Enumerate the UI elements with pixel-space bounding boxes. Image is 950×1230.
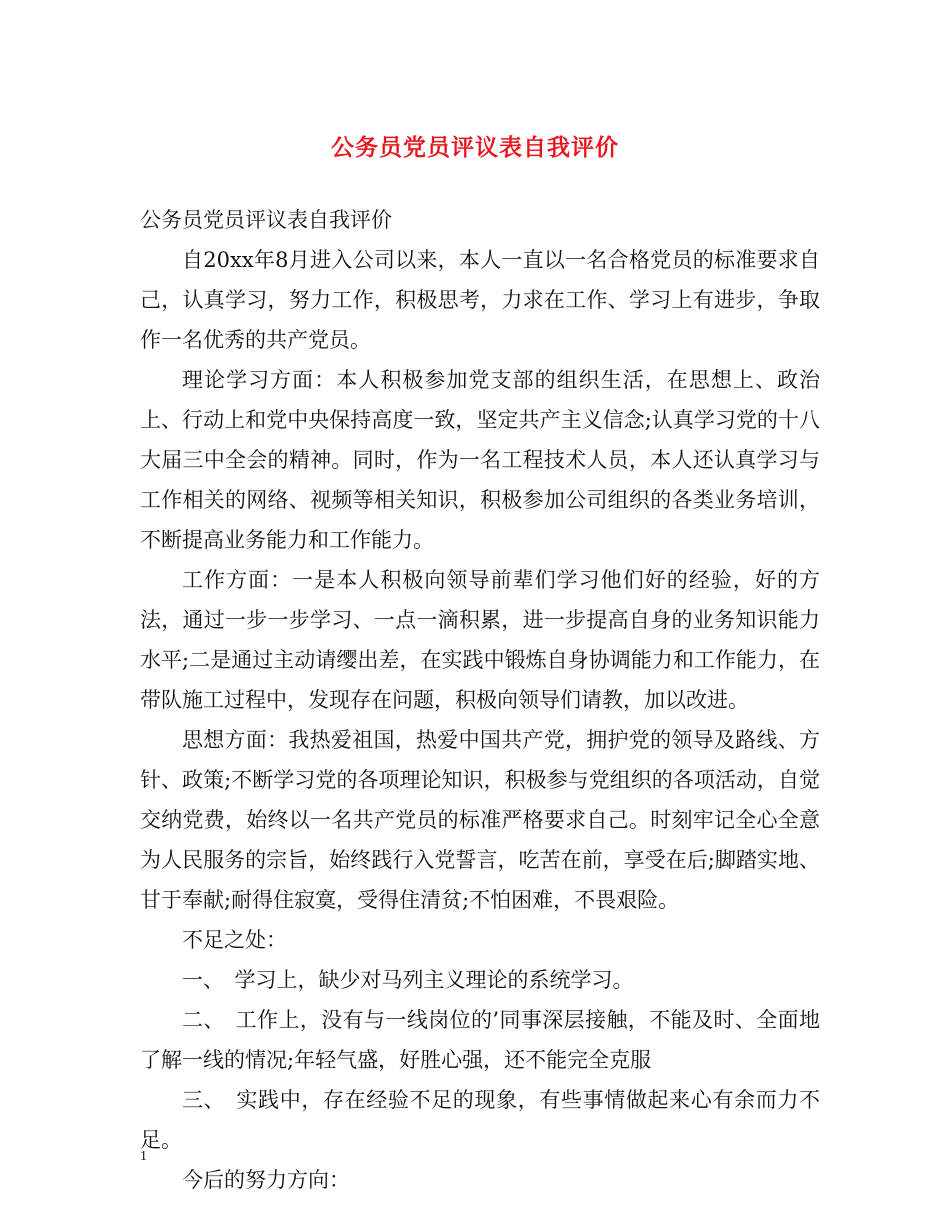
paragraph-theory-study: 理论学习方面：本人积极参加党支部的组织生活，在思想上、政治上、行动上和党中央保持高度一致，坚定共产主义信念;认真学习党的十八大届三中全会的精神。同时，作为一名工程技术人员，本人还认真学习与工作相关的网络、视频等相关知识，积极参加公司组织的各类业务培训，不断提高业务能力和工作能力。 [140, 368, 820, 552]
page-number: 1 [140, 1149, 147, 1164]
document-body [140, 200, 820, 1200]
paragraph-thought: 思想方面：我热爱祖国，热爱中国共产党，拥护党的领导及路线、方针、政策;不断学习党的各项理论知识，积极参与党组织的各项活动，自觉交纳党费，始终以一名共产党员的标准严格要求自己。时刻牢记全心全意为人民服务的宗旨，始终践行入党誓言，吃苦在前，享受在后;脚踏实地、甘于奉献;耐得住寂寞，受得住清贫;不怕困难，不畏艰险。 [140, 728, 820, 912]
paragraph-intro: 自20xx年8月进入公司以来，本人一直以一名合格党员的标准要求自己，认真学习，努力工作，积极思考，力求在工作、学习上有进步，争取作一名优秀的共产党员。 [140, 248, 820, 352]
shortcoming-item-1: 一、 学习上，缺少对马列主义理论的系统学习。 [182, 968, 634, 992]
document-title: 公务员党员评议表自我评价 [331, 134, 619, 161]
paragraph-work: 工作方面：一是本人积极向领导前辈们学习他们好的经验，好的方法，通过一步一步学习、一点一滴积累，进一步提高自身的业务知识能力水平;二是通过主动请缨出差，在实践中锻炼自身协调能力和工作能力，在带队施工过程中，发现存在问题，积极向领导们请教，加以改进。 [140, 568, 820, 712]
shortcoming-item-3: 三、 实践中，存在经验不足的现象，有些事情做起来心有余而力不足。 [140, 1088, 820, 1152]
shortcoming-item-2: 二、 工作上，没有与一线岗位的’同事深层接触，不能及时、全面地了解一线的情况;年轻气盛，好胜心强，还不能完全克服 [140, 1008, 820, 1072]
heading-shortcomings: 不足之处： [182, 928, 287, 952]
heading-future-direction: 今后的努力方向： [182, 1168, 350, 1192]
document-subtitle: 公务员党员评议表自我评价 [140, 208, 392, 232]
